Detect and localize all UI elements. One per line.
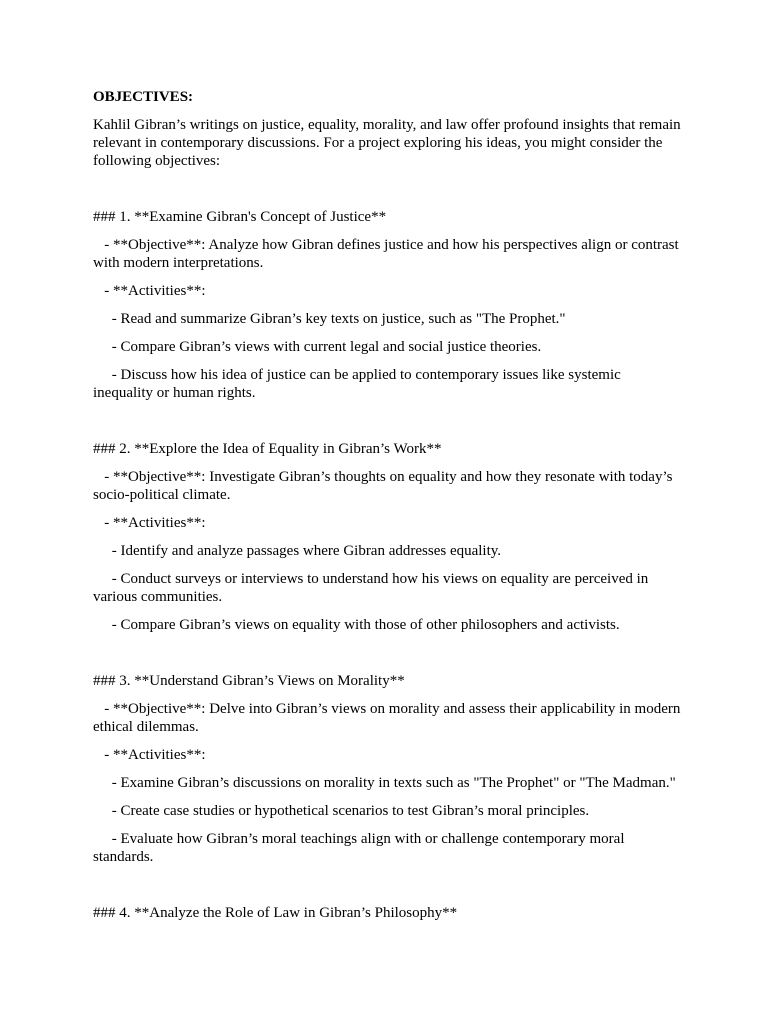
- section-heading-3: ### 3. **Understand Gibran’s Views on Morality**: [93, 673, 405, 689]
- section-heading-4: ### 4. **Analyze the Role of Law in Gibran’s Philosophy**: [93, 905, 458, 921]
- section-3-objective: - **Objective**: Delve into Gibran’s views on morality and assess their applicability in modern ethical dilemmas.: [93, 701, 685, 735]
- section-2-activities-label: - **Activities**:: [93, 515, 206, 531]
- section-1-activity-2: - Compare Gibran’s views with current legal and social justice theories.: [93, 339, 542, 355]
- section-1-objective: - **Objective**: Analyze how Gibran defines justice and how his perspectives align or contrast with modern interpretations.: [93, 237, 683, 271]
- section-heading-1: ### 1. **Examine Gibran's Concept of Justice**: [93, 209, 387, 225]
- document-title: OBJECTIVES:: [93, 89, 194, 105]
- section-1-activity-3: - Discuss how his idea of justice can be applied to contemporary issues like systemic inequality or human rights.: [93, 367, 625, 401]
- section-1-activities-label: - **Activities**:: [93, 283, 206, 299]
- intro-paragraph: Kahlil Gibran’s writings on justice, equality, morality, and law offer profound insights that remain relevant in contemporary discussions. For a project exploring his ideas, you might consider the following objectives:: [93, 117, 685, 169]
- section-3-activities-label: - **Activities**:: [93, 747, 206, 763]
- document-page: [93, 86, 683, 922]
- section-heading-2: ### 2. **Explore the Idea of Equality in Gibran’s Work**: [93, 441, 442, 457]
- section-1-activity-1: - Read and summarize Gibran’s key texts on justice, such as "The Prophet.": [93, 311, 566, 327]
- section-3-activity-1: - Examine Gibran’s discussions on morality in texts such as "The Prophet" or "The Madman.": [93, 775, 676, 791]
- section-3-activity-3: - Evaluate how Gibran’s moral teachings align with or challenge contemporary moral standards.: [93, 831, 629, 865]
- section-3-activity-2: - Create case studies or hypothetical scenarios to test Gibran’s moral principles.: [93, 803, 590, 819]
- section-2-objective: - **Objective**: Investigate Gibran’s thoughts on equality and how they resonate with today’s socio-political climate.: [93, 469, 677, 503]
- section-2-activity-1: - Identify and analyze passages where Gibran addresses equality.: [93, 543, 502, 559]
- section-2-activity-2: - Conduct surveys or interviews to understand how his views on equality are perceived in various communities.: [93, 571, 653, 605]
- section-2-activity-3: - Compare Gibran’s views on equality with those of other philosophers and activists.: [93, 617, 620, 633]
